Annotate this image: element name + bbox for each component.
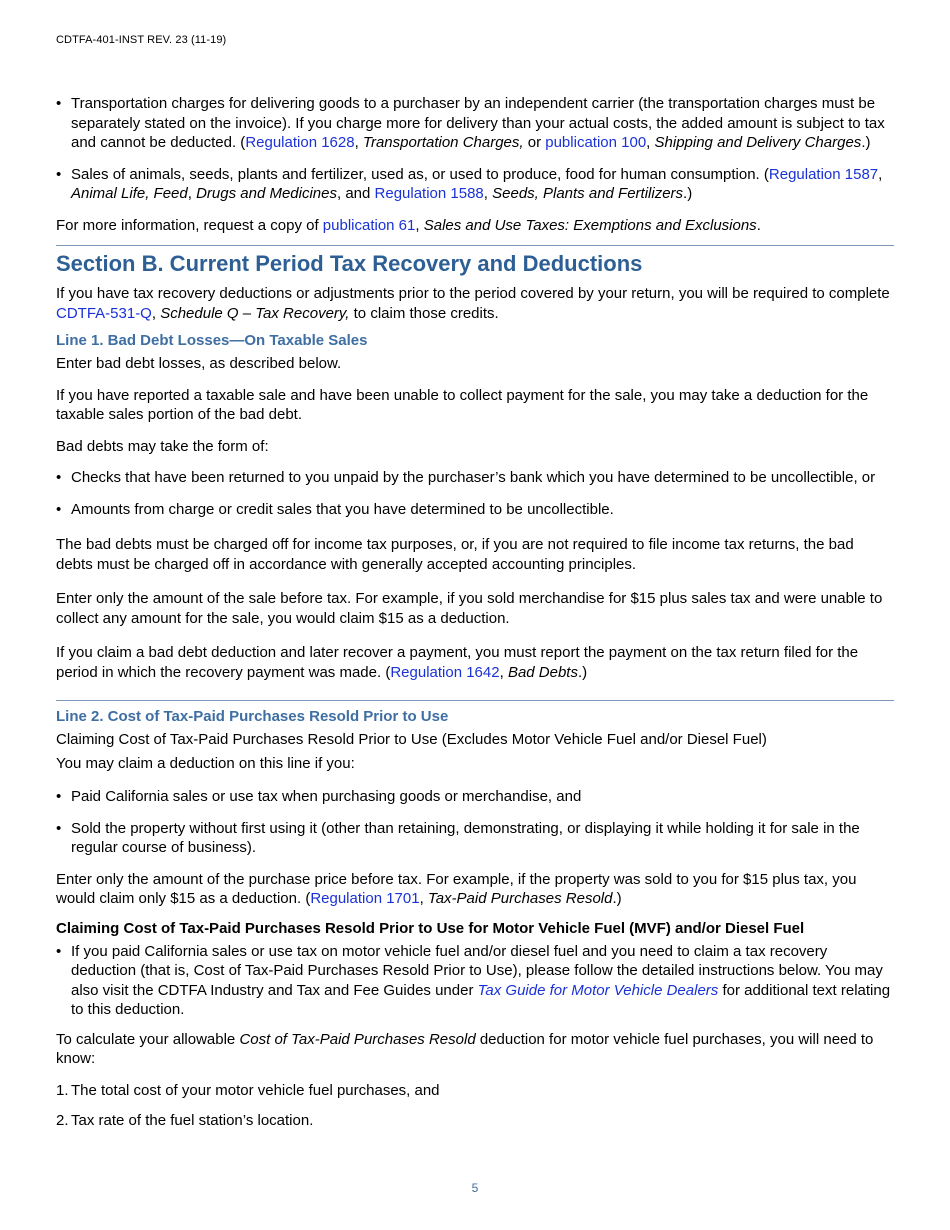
step-text: The total cost of your motor vehicle fuel purchases, and [71,1081,440,1099]
list-item-animals-seeds [56,165,894,204]
text-run: , [354,134,363,151]
mvf-list [56,942,894,1020]
line-2-p1: Claiming Cost of Tax-Paid Purchases Resold Prior to Use (Excludes Motor Vehicle Fuel and/or Diesel Fuel) [56,731,767,748]
regulation-1642-link[interactable]: Regulation 1642 [390,663,500,681]
step-text: Tax rate of the fuel station’s location. [71,1112,314,1129]
text-run: To calculate your allowable [56,1030,240,1048]
text-run: If you have tax recovery deductions or adjustments prior to the period covered by your return, you will be required to complete [56,285,890,302]
calc-steps-list [56,1081,894,1131]
italic-title: Sales and Use Taxes: Exemptions and Exclusions [423,216,757,234]
step-number: 2. [56,1112,69,1129]
section-b-intro [56,284,894,323]
section-b-title: Section B. Current Period Tax Recovery and Deductions [56,251,643,276]
list-item [56,1081,894,1101]
text-run: to claim those credits. [349,304,499,322]
line-1-p2: If you have reported a taxable sale and have been unable to collect payment for the sale, you may take a deduction for the taxable sales portion of the bad debt. [56,386,869,423]
italic-title: Drugs and Medicines [196,185,337,202]
text-run: , [878,165,883,183]
line-1-p6 [56,643,894,682]
line-divider [56,700,894,701]
section-divider [56,245,894,246]
list-item-transportation [56,94,894,153]
italic-title: Animal Life, Feed [71,185,188,202]
document-content [56,94,894,1142]
regulation-1628-link[interactable]: Regulation 1628 [245,134,355,151]
list-item: • Sold the property without first using it (other than retaining, demonstrating, or displaying it while holding it for sale in the regular course of business). [56,819,894,858]
more-info-paragraph [56,216,894,236]
text-run: .) [612,890,622,907]
line-2-p3 [56,870,894,909]
publication-100-link[interactable]: publication 100 [545,134,647,151]
italic-title: Cost of Tax-Paid Purchases Resold [239,1030,476,1048]
text-run: Transportation charges for delivering goods to a purchaser by an independent carrier (the transportation charges must be separately stated on the invoice). If you charge more for delivery than your actual costs, the added amount is subject to tax and cannot be deducted. ( [71,95,885,151]
bad-debt-forms-list [56,468,894,519]
text-run: .) [683,185,693,202]
line-1-heading: Line 1. Bad Debt Losses—On Taxable Sales [56,332,368,349]
regulation-1587-link[interactable]: Regulation 1587 [768,165,879,183]
text-run: , [187,185,197,202]
text-run: If you paid California sales or use tax on motor vehicle fuel and/or diesel fuel and you need to claim a tax recovery deduction (that is, Cost of Tax-Paid Purchases Resold Prior to Use), please follow the detailed instructions below. You may also visit the CDTFA Industry and Tax and Fee Guides under [71,942,883,999]
tax-guide-motor-vehicle-dealers-link[interactable]: Tax Guide for Motor Vehicle Dealers [477,981,719,999]
text-run: .) [577,663,588,681]
cdtfa-531-q-link[interactable]: CDTFA-531-Q [56,304,152,322]
text-run: , [415,216,424,234]
text-run: , [646,134,655,151]
italic-title: Schedule Q – Tax Recovery, [160,304,350,322]
line-1-p5: Enter only the amount of the sale before tax. For example, if you sold merchandise for $15 plus sales tax and were unable to collect any amount for the sale, you would claim $15 as a deduction. [56,590,883,627]
list-item [56,1111,894,1131]
line-1-p3: Bad debts may take the form of: [56,437,269,455]
line-2-p2: You may claim a deduction on this line if you: [56,754,355,772]
calc-paragraph [56,1030,894,1069]
list-item-mvf [56,942,894,1020]
text-run: . [756,216,761,234]
text-run: Sales of animals, seeds, plants and fertilizer, used as, or used to produce, food for human consumption. ( [71,165,769,183]
line-1-p4: The bad debts must be charged off for income tax purposes, or, if you are not required to file income tax returns, the bad debts must be charged off in accordance with generally accepted accounting principles. [56,536,854,573]
line-2-heading: Line 2. Cost of Tax-Paid Purchases Resold Prior to Use [56,708,449,725]
regulation-1701-link[interactable]: Regulation 1701 [310,890,420,907]
text-run: for additional text relating to this deduction. [71,981,891,1018]
italic-title: Transportation Charges, [362,134,524,151]
form-code: CDTFA-401-INST REV. 23 (11-19) [56,34,227,46]
page-number: 5 [471,1181,479,1195]
text-run: , [419,890,428,907]
text-run: .) [861,134,871,151]
italic-title: Shipping and Delivery Charges [654,134,862,151]
step-number: 1. [56,1081,69,1099]
resold-conditions-list [56,787,894,858]
text-run: If you claim a bad debt deduction and later recover a payment, you must report the payment on the tax return filed for the period in which the recovery payment was made. ( [56,644,859,681]
publication-61-link[interactable]: publication 61 [322,216,416,234]
text-run: , [483,185,493,202]
list-item: • Paid California sales or use tax when purchasing goods or merchandise, and [56,787,894,807]
text-run: Enter only the amount of the purchase price before tax. For example, if the property was sold to you for $15 plus tax, you would claim only $15 as a deduction. ( [56,870,857,907]
line-1-p1: Enter bad debt losses, as described below. [56,355,342,372]
text-run: deduction for motor vehicle fuel purchases, you will need to know: [56,1030,874,1067]
regulation-1588-link[interactable]: Regulation 1588 [374,185,484,202]
italic-title: Bad Debts [507,663,578,681]
text-run: , and [336,185,375,202]
intro-bullet-list [56,94,894,204]
text-run: For more information, request a copy of [56,216,323,234]
text-run: , [151,304,161,322]
italic-title: Seeds, Plants and Fertilizers [492,185,684,202]
text-run: , [499,663,508,681]
mvf-heading: Claiming Cost of Tax-Paid Purchases Resold Prior to Use for Motor Vehicle Fuel (MVF) and/or Diesel Fuel [56,919,805,937]
italic-title: Tax-Paid Purchases Resold [427,890,613,907]
list-item: • Checks that have been returned to you unpaid by the purchaser’s bank which you have determined to be uncollectible, or [56,468,894,488]
list-item: • Amounts from charge or credit sales that you have determined to be uncollectible. [56,500,894,520]
text-run: or [523,134,546,151]
